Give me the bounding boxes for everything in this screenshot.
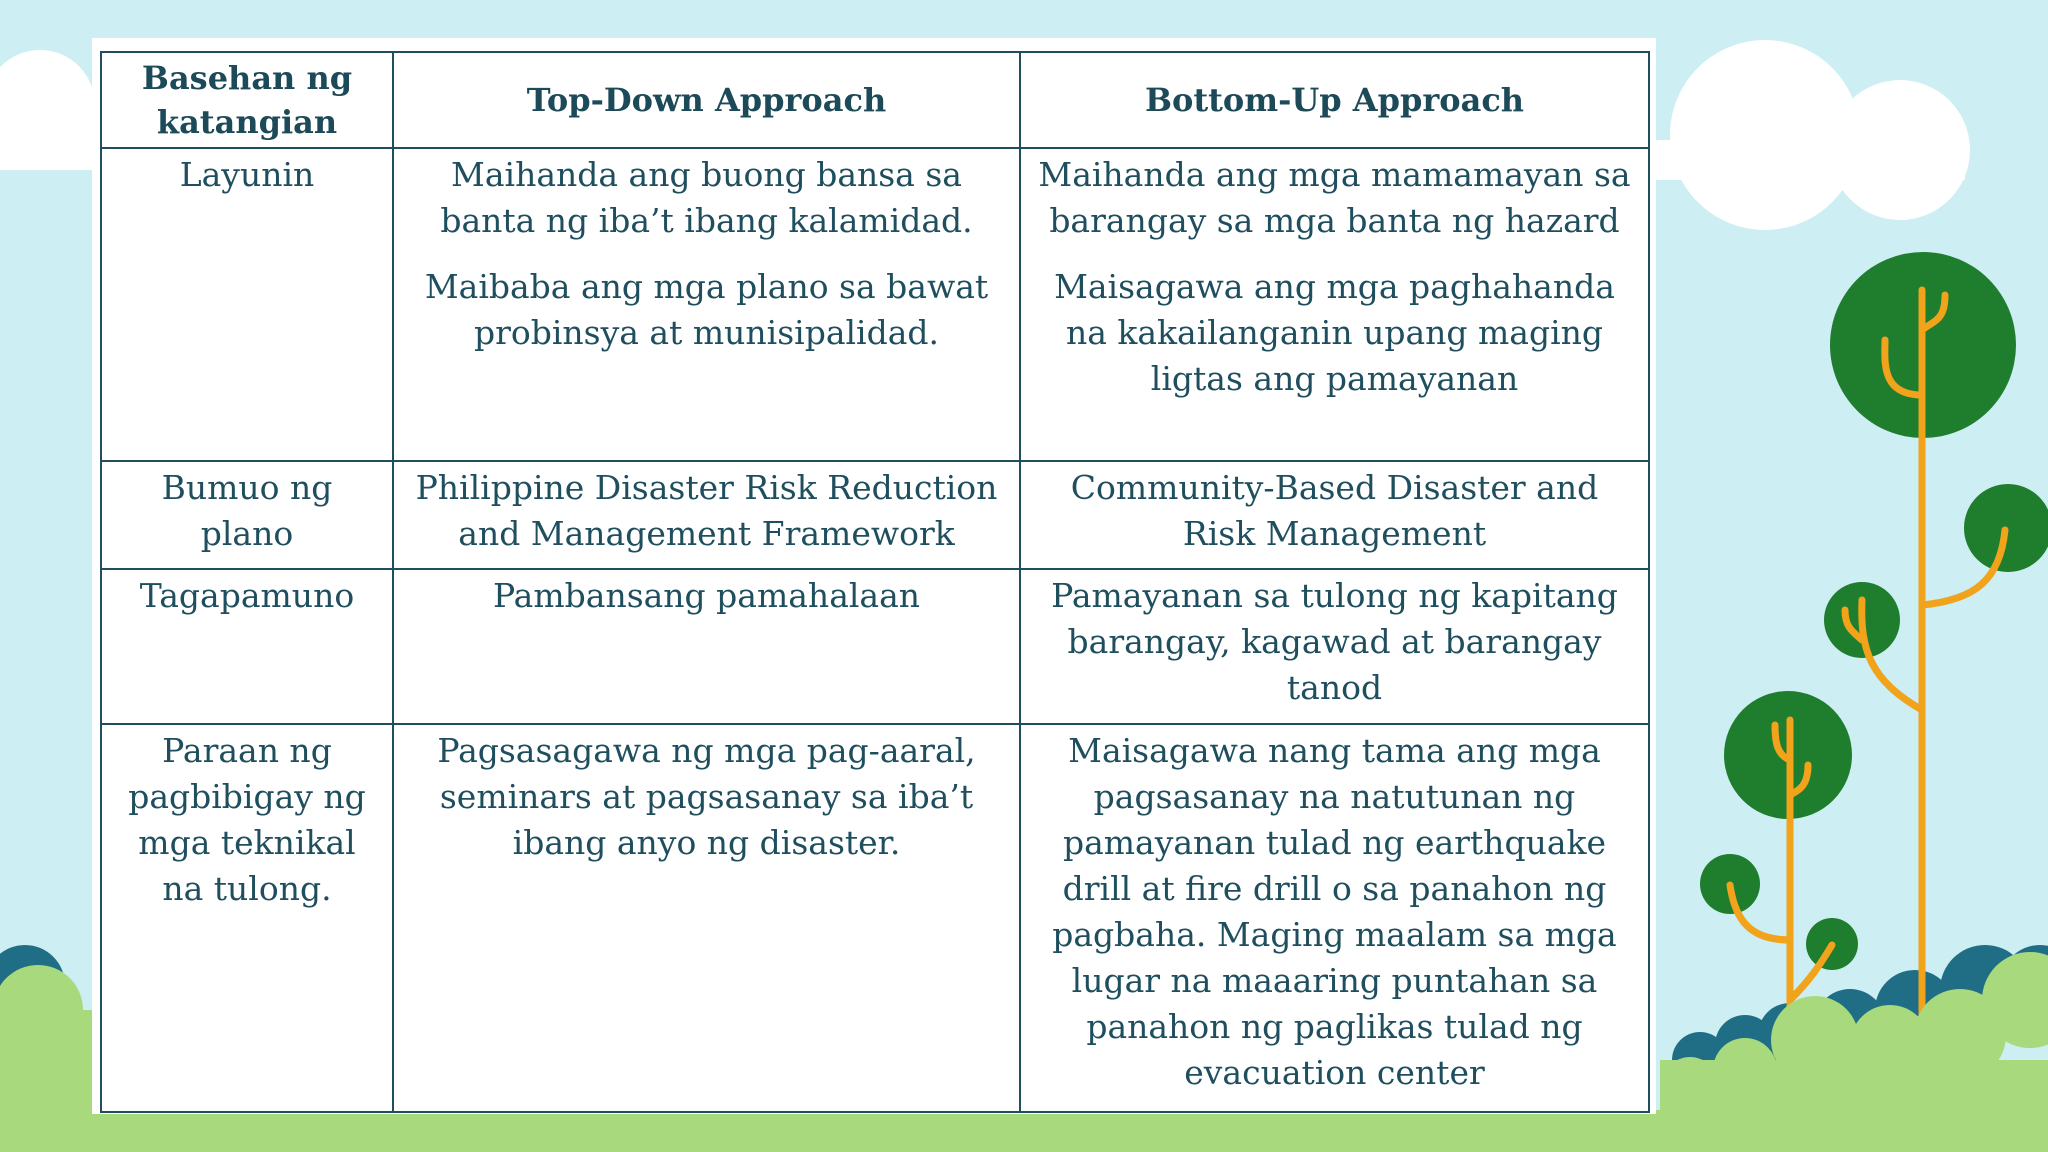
table-row <box>101 148 1649 461</box>
row-label: Paraan ng pagbibigay ng mga teknikal na tulong. <box>101 724 393 1112</box>
row-label: Tagapamuno <box>101 569 393 724</box>
cell-paragraph: Pamayanan sa tulong ng kapitang barangay, kagawad at barangay tanod <box>1051 576 1618 707</box>
table-header-row <box>101 52 1649 148</box>
bottom-up-cell <box>1020 724 1649 1112</box>
cell-paragraph: Pagsasagawa ng mga pag-aaral, seminars at pagsasanay sa iba’t ibang anyo ng disaster. <box>437 731 976 862</box>
cell-paragraph: Maisagawa ang mga paghahanda na kakailanganin upang maging ligtas ang pamayanan <box>1054 267 1615 398</box>
top-down-cell <box>393 148 1020 461</box>
header-basehan: Basehan ng katangian <box>101 52 393 148</box>
cell-paragraph: Maihanda ang mga mamamayan sa barangay sa mga banta ng hazard <box>1038 155 1631 240</box>
cell-paragraph: Maisagawa nang tama ang mga pagsasanay na natutunan ng pamayanan tulad ng earthquake drill at fire drill o sa panahon ng pagbaha. Maging maalam sa mga lugar na maaaring puntahan sa panahon ng paglikas tulad ng evacuation center <box>1052 731 1617 1092</box>
cell-paragraph: Maibaba ang mga plano sa bawat probinsya at munisipalidad. <box>424 267 989 352</box>
header-bottom-up: Bottom-Up Approach <box>1020 52 1649 148</box>
table-row <box>101 569 1649 724</box>
bottom-up-cell <box>1020 569 1649 724</box>
bottom-up-cell <box>1020 461 1649 569</box>
table-row <box>101 724 1649 1112</box>
comparison-table <box>100 51 1650 1113</box>
table-row <box>101 461 1649 569</box>
cell-paragraph: Philippine Disaster Risk Reduction and Management Framework <box>415 468 998 553</box>
cell-paragraph: Pambansang pamahalaan <box>492 576 921 615</box>
top-down-cell <box>393 724 1020 1112</box>
top-down-cell <box>393 569 1020 724</box>
row-label: Layunin <box>101 148 393 461</box>
header-top-down: Top-Down Approach <box>393 52 1020 148</box>
cell-paragraph: Community-Based Disaster and Risk Management <box>1070 468 1599 553</box>
top-down-cell <box>393 461 1020 569</box>
row-label: Bumuo ng plano <box>101 461 393 569</box>
cell-paragraph: Maihanda ang buong bansa sa banta ng iba’t ibang kalamidad. <box>440 155 973 240</box>
bottom-up-cell <box>1020 148 1649 461</box>
